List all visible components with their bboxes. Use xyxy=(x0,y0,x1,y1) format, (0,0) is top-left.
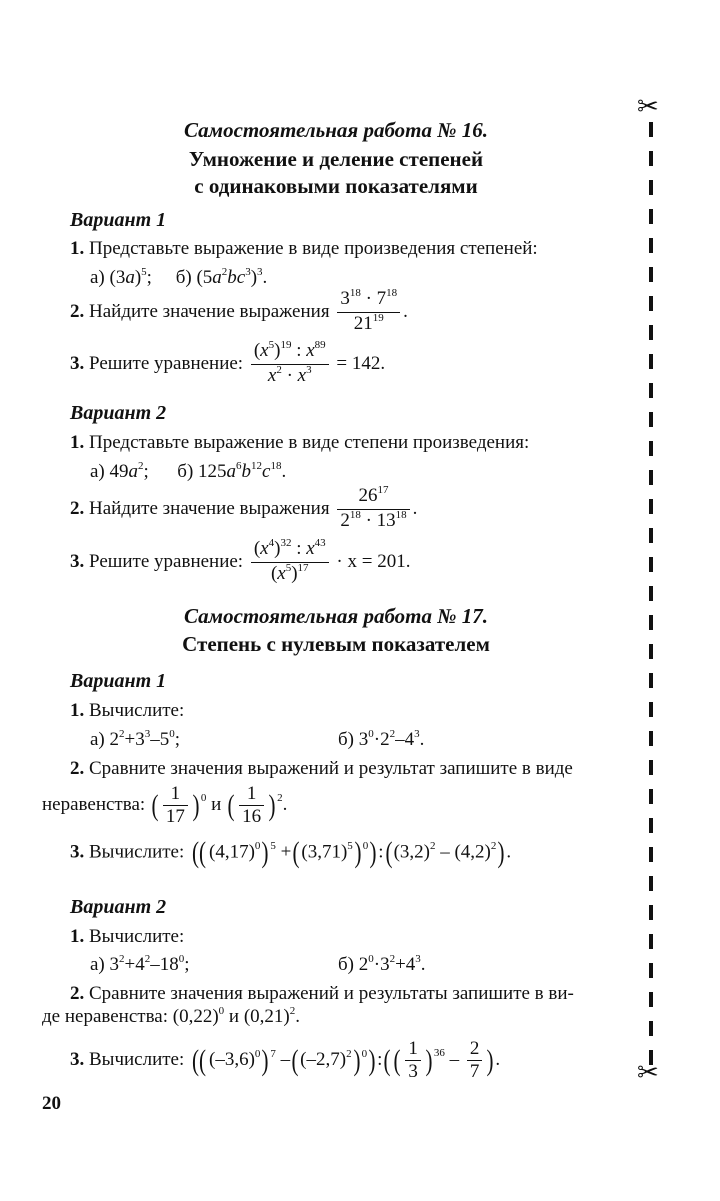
work17-title: Самостоятельная работа № 17. xyxy=(184,604,488,628)
cut-dash xyxy=(649,586,653,601)
work16-v1-task2: 2. Найдите значение выражения $\frac{3^{18} \cdot 7^{18}}{21^{19}}$ . xyxy=(70,288,408,337)
cut-dash xyxy=(649,963,653,978)
fraction: $\frac{3^{18} \cdot 7^{18}}{21^{19}}$ xyxy=(337,288,400,337)
cut-dash xyxy=(649,151,653,166)
work16-v1-task3: 3. Решите уравнение: $\frac{(x^5)^{19} : x^{89}}{x^2 \cdot x^3}$ = 142. xyxy=(70,340,385,389)
cut-dash xyxy=(649,441,653,456)
work17-variant2-label: Вариант 2 xyxy=(70,896,167,918)
cut-dash xyxy=(649,934,653,949)
cut-dash xyxy=(649,470,653,485)
work17-v1-task1: 1. Вычислите: xyxy=(70,700,185,721)
work17-v2-task1: 1. Вычислите: xyxy=(70,926,185,947)
cut-dash xyxy=(649,992,653,1007)
cut-dash xyxy=(649,122,653,137)
work17-v1-task3: 3. Вычислите: (( $(4,17)^0$) $^5 +((3,71)^5)$ $^0):((3,2)^2 - (4,2)^2)$. xyxy=(70,836,512,869)
work17-variant1-label: Вариант 1 xyxy=(70,670,167,692)
cut-dash xyxy=(649,296,653,311)
cut-dash xyxy=(649,789,653,804)
work17-subtitle: Степень с нулевым показателем xyxy=(182,632,490,656)
work17-v1-task2: 2. Сравните значения выражений и результат запишите в виде xyxy=(70,758,573,779)
cut-dash xyxy=(649,267,653,282)
work16-v2-task2: 2. Найдите значение выражения $\frac{26^{17}}{2^{18} \cdot 13^{18}}$ . xyxy=(70,485,417,534)
cut-dash xyxy=(649,238,653,253)
cut-dash xyxy=(649,180,653,195)
cut-dash xyxy=(649,818,653,833)
cut-dash xyxy=(649,1021,653,1036)
cut-dash xyxy=(649,412,653,427)
work17-v2-task1b: б) $2^0\cdot 3^2+4^3$. xyxy=(338,953,426,975)
work16-v1-task1-expr: а) $(3a)^5$; б) $(5a^2bc^3)^3$. xyxy=(90,266,268,288)
cut-dash xyxy=(649,731,653,746)
cut-dash xyxy=(649,557,653,572)
scissors-icon: ✂ xyxy=(637,1058,659,1088)
work17-v1-task1a: а) $2^2+3^3-5^0$; xyxy=(90,728,181,750)
cut-dash xyxy=(649,528,653,543)
fraction: $\frac{(x^4)^{32} : x^{43}}{(x^5)^{17}}$ xyxy=(251,538,329,587)
work17-v2-task2: 2. Сравните значения выражений и результаты запишите в ви- xyxy=(70,983,574,1004)
work16-v1-task1: 1. Представьте выражение в виде произведения степеней: xyxy=(70,238,538,259)
work17-v2-task2-cont: де неравенства: $(0,22)^0$ и $(0,21)^2$. xyxy=(42,1005,300,1027)
work17-v1-task2-cont: неравенства: ( $\frac{1}{17}$ ) $^0$ и ( $\frac{1}{16}$ ) $^2$. xyxy=(42,783,288,827)
page-number: 20 xyxy=(42,1093,61,1114)
work17-v2-task1a: а) $3^2+4^2-18^0$; xyxy=(90,953,190,975)
cut-dash xyxy=(649,876,653,891)
work16-v2-task1-expr: а) $49a^2$; б) $125a^6b^{12}c^{18}$. xyxy=(90,460,287,482)
work16-v2-task1: 1. Представьте выражение в виде степени произведения: xyxy=(70,432,530,453)
cut-dash xyxy=(649,760,653,775)
work17-v1-task1b: б) $3^0\cdot 2^2-4^3$. xyxy=(338,728,425,750)
work16-title: Самостоятельная работа № 16. xyxy=(184,118,488,142)
work17-v2-task3: 3. Вычислите: (( $(-3,6)^0$) $^7$ $-((-2,7)^2)$ $^0$):( ( $\frac{1}{3}$ ) $^{36}$ – $\frac{2}{7}$ ). xyxy=(70,1038,501,1082)
cut-dash xyxy=(649,702,653,717)
cut-dash xyxy=(649,354,653,369)
cut-dash xyxy=(649,847,653,862)
work16-variant1-label: Вариант 1 xyxy=(70,209,167,231)
cut-dash xyxy=(649,615,653,630)
cut-dash xyxy=(649,673,653,688)
fraction: $\frac{(x^5)^{19} : x^{89}}{x^2 \cdot x^3}$ xyxy=(251,340,329,389)
cut-dash xyxy=(649,209,653,224)
fraction: $\frac{26^{17}}{2^{18} \cdot 13^{18}}$ xyxy=(337,485,409,534)
cut-dash xyxy=(649,905,653,920)
work16-variant2-label: Вариант 2 xyxy=(70,402,167,424)
cut-dash xyxy=(649,325,653,340)
scissors-icon: ✂ xyxy=(637,92,659,122)
cut-dash xyxy=(649,383,653,398)
work16-subtitle-1: Умножение и деление степеней xyxy=(188,147,484,171)
cut-dash xyxy=(649,644,653,659)
cut-dash xyxy=(649,499,653,514)
work16-v2-task3: 3. Решите уравнение: $\frac{(x^4)^{32} : x^{43}}{(x^5)^{17}}$ · x = 201. xyxy=(70,538,410,587)
work16-subtitle-2: с одинаковыми показателями xyxy=(194,174,478,198)
